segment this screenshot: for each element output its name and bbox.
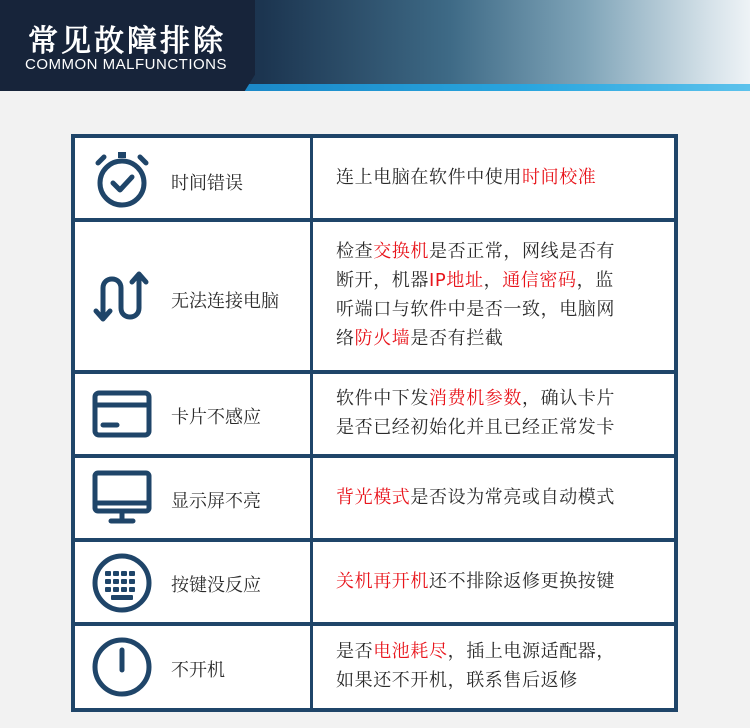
solution-segment: 还不排除返修更换按键: [429, 571, 615, 592]
problem-label: 按键没反应: [171, 575, 261, 596]
solution-cell: [313, 458, 674, 538]
problem-label: 不开机: [171, 660, 225, 681]
solution-line: [336, 295, 660, 324]
highlight-text: 关机再开机: [336, 571, 429, 592]
table-row: [75, 222, 674, 370]
solution-segment: ，监: [576, 270, 614, 291]
keypad-icon: [91, 552, 153, 614]
problem-cell: [75, 542, 310, 622]
card-icon: [91, 383, 153, 445]
problem-label: 显示屏不亮: [171, 491, 261, 512]
solution-line: [336, 266, 660, 295]
table-row: [75, 374, 674, 454]
solution-cell: [313, 542, 674, 622]
solution-line: [336, 324, 660, 353]
solution-line: [336, 637, 660, 666]
problem-cell: [75, 458, 310, 538]
solution-text: [336, 384, 660, 442]
highlight-text: 背光模式: [336, 487, 411, 508]
problem-cell: [75, 138, 310, 218]
highlight-text: 消费机参数: [429, 388, 522, 409]
solution-segment: 是否已经初始化并且已经正常发卡: [336, 417, 615, 438]
alarm-clock-check-icon: [91, 148, 153, 210]
highlight-text: 电池耗尽: [373, 641, 448, 662]
header: [0, 0, 750, 90]
table-row: [75, 542, 674, 622]
solution-segment: 检查: [336, 241, 374, 262]
solution-segment: 听端口与软件中是否一致，电脑网: [336, 299, 615, 320]
highlight-text: 通信密码: [502, 270, 577, 291]
solution-segment: 软件中下发: [336, 388, 429, 409]
solution-text: [336, 637, 660, 695]
solution-segment: 是否: [336, 641, 374, 662]
solution-segment: 如果还不开机，联系售后返修: [336, 670, 578, 691]
solution-line: [336, 384, 660, 413]
highlight-text: 防火墙: [354, 328, 411, 349]
page-title: 常见故障排除: [28, 24, 226, 59]
highlight-text: 交换机: [373, 241, 430, 262]
solution-segment: 是否正常，网线是否有: [429, 241, 616, 262]
solution-line: [336, 483, 660, 512]
highlight-text: IP地址: [429, 270, 484, 291]
page-subtitle: COMMON MALFUNCTIONS: [25, 56, 227, 73]
solution-segment: ，确认卡片: [522, 388, 615, 409]
table-row: [75, 138, 674, 218]
monitor-icon: [91, 467, 153, 529]
solution-segment: ，: [483, 270, 503, 291]
solution-line: [336, 237, 660, 266]
solution-segment: 连上电脑在软件中使用: [336, 167, 522, 188]
highlight-text: 时间校准: [522, 167, 597, 188]
solution-text: [336, 237, 660, 353]
troubleshooting-table: [71, 134, 678, 712]
solution-cell: [313, 374, 674, 454]
solution-line: [336, 567, 660, 596]
up-down-arrows-icon: [91, 266, 153, 328]
solution-segment: ，插上电源适配器，: [447, 641, 616, 662]
solution-segment: 络: [336, 328, 355, 349]
solution-line: [336, 666, 660, 695]
problem-label: 时间错误: [171, 173, 243, 194]
table-row: [75, 458, 674, 538]
solution-segment: 断开，机器: [336, 270, 429, 291]
power-icon: [91, 636, 153, 698]
solution-text: [336, 567, 660, 596]
solution-segment: 是否有拦截: [410, 328, 504, 349]
solution-text: [336, 483, 660, 512]
solution-cell: [313, 138, 674, 218]
problem-cell: [75, 222, 310, 370]
solution-segment: 是否设为常亮或自动模式: [410, 487, 616, 508]
solution-text: [336, 163, 660, 192]
problem-label: 卡片不感应: [171, 407, 261, 428]
solution-cell: [313, 222, 674, 370]
solution-line: [336, 163, 660, 192]
problem-cell: [75, 374, 310, 454]
solution-line: [336, 413, 660, 442]
problem-cell: [75, 626, 310, 708]
problem-label: 无法连接电脑: [171, 291, 279, 312]
table-row: [75, 626, 674, 708]
solution-cell: [313, 626, 674, 708]
